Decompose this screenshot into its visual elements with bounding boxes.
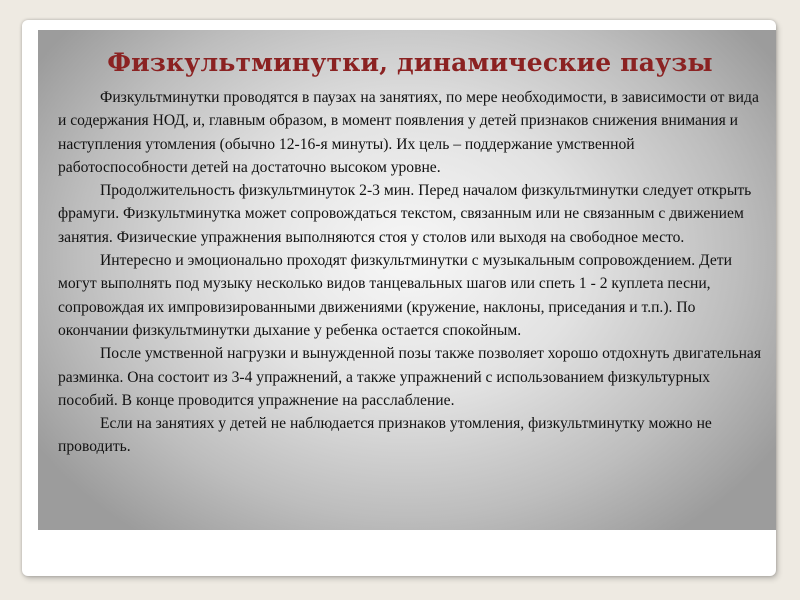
slide-title: Физкультминутки, динамические паузы bbox=[107, 48, 713, 77]
slide-body bbox=[58, 86, 762, 459]
paragraph-warmup: После умственной нагрузки и вынужденной позы также позволяет хорошо отдохнуть двигательная разминка. Она состоит из 3-4 упражнений, а также упражнений с использованием физкультурных пособий. В конце проводится упражнение на расслабление. bbox=[58, 345, 762, 409]
content-panel bbox=[38, 30, 776, 530]
paragraph-optional: Если на занятиях у детей не наблюдается признаков утомления, физкультминутку можно не проводить. bbox=[58, 415, 712, 456]
paragraph-duration: Продолжительность физкультминуток 2-3 мин. Перед началом физкультминутки следует открыть фрамуги. Физкультминутка может сопровождаться текстом, связанным или не связанным с движением занятия. Физические упражнения выполняются стоя у столов или выходя на свободное место. bbox=[58, 182, 752, 246]
paragraph-music: Интересно и эмоционально проходят физкультминутки с музыкальным сопровождением. Дети могут выполнять под музыку несколько видов танцевальных шагов или спеть 1 - 2 куплета песни, сопровождая их импровизированными движениями (кружение, наклоны, приседания и т.п.). По окончании физкультминутки дыхание у ребенка остается спокойным. bbox=[58, 252, 732, 339]
paragraph-timing: Физкультминутки проводятся в паузах на занятиях, по мере необходимости, в зависимости от вида и содержания НОД, и, главным образом, в момент появления у детей признаков снижения внимания и наступления утомления (обычно 12-16-я минуты). Их цель – поддержание умственной работоспособности детей на достаточно высоком уровне. bbox=[58, 89, 759, 176]
slide-frame bbox=[22, 20, 776, 576]
